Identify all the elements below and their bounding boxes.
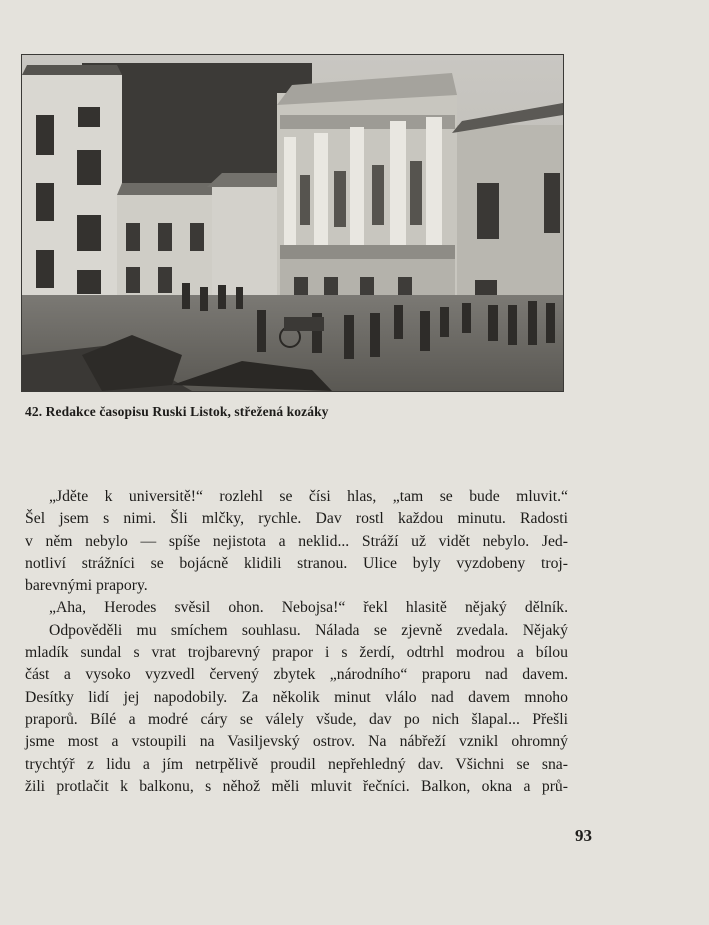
historical-photograph: [21, 54, 564, 392]
building-photo-illustration: [22, 55, 563, 391]
text-line: Šel jsem s nimi. Šli mlčky, rychle. Dav rostl každou minutu. Radosti: [25, 510, 568, 528]
body-text: [25, 486, 568, 798]
figure-caption: 42. Redakce časopisu Ruski Listok, střežená kozáky: [25, 404, 329, 419]
text-line: praporů. Bílé a modré cáry se válely všude, dav po nich šlapal... Přešli: [25, 710, 568, 728]
text-line: Odpověděli mu smíchem souhlasu. Nálada se zjevně zvedala. Nějaký: [49, 621, 568, 639]
text-line: „Aha, Herodes svěsil ohon. Nebojsa!“ řekl hlasitě nějaký dělník.: [49, 599, 568, 617]
text-line: žili protlačit k balkonu, s něhož měli mluvit řečníci. Balkon, okna a prů-: [25, 777, 568, 795]
text-line: v něm nebylo — spíše nejistota a neklid... Stráží už vidět nebylo. Jed-: [25, 532, 568, 550]
text-line: notliví strážníci se bojácně klidili stranou. Ulice byly vyzdobeny troj-: [25, 554, 568, 572]
text-line: část a vysoko vyzvedl červený zbytek „národního“ praporu nad davem.: [25, 666, 568, 684]
text-line: Desítky lidí jej napodobily. Za několik minut vlálo nad davem mnoho: [25, 688, 568, 706]
text-line: trychtýř z lidu a jím netrpělivě proudil nepřehledný dav. Všichni se sna-: [25, 755, 568, 773]
text-line: mladík sundal s vrat trojbarevný prapor i s žerdí, odtrhl modrou a bílou: [25, 644, 568, 662]
text-line: barevnými prapory.: [25, 577, 148, 595]
page-number: 93: [575, 826, 592, 845]
text-line: jsme most a vstoupili na Vasiljevský ostrov. Na nábřeží vznikl ohromný: [25, 733, 568, 751]
text-line: „Jděte k universitě!“ rozlehl se čísi hlas, „tam se bude mluvit.“: [49, 488, 568, 505]
